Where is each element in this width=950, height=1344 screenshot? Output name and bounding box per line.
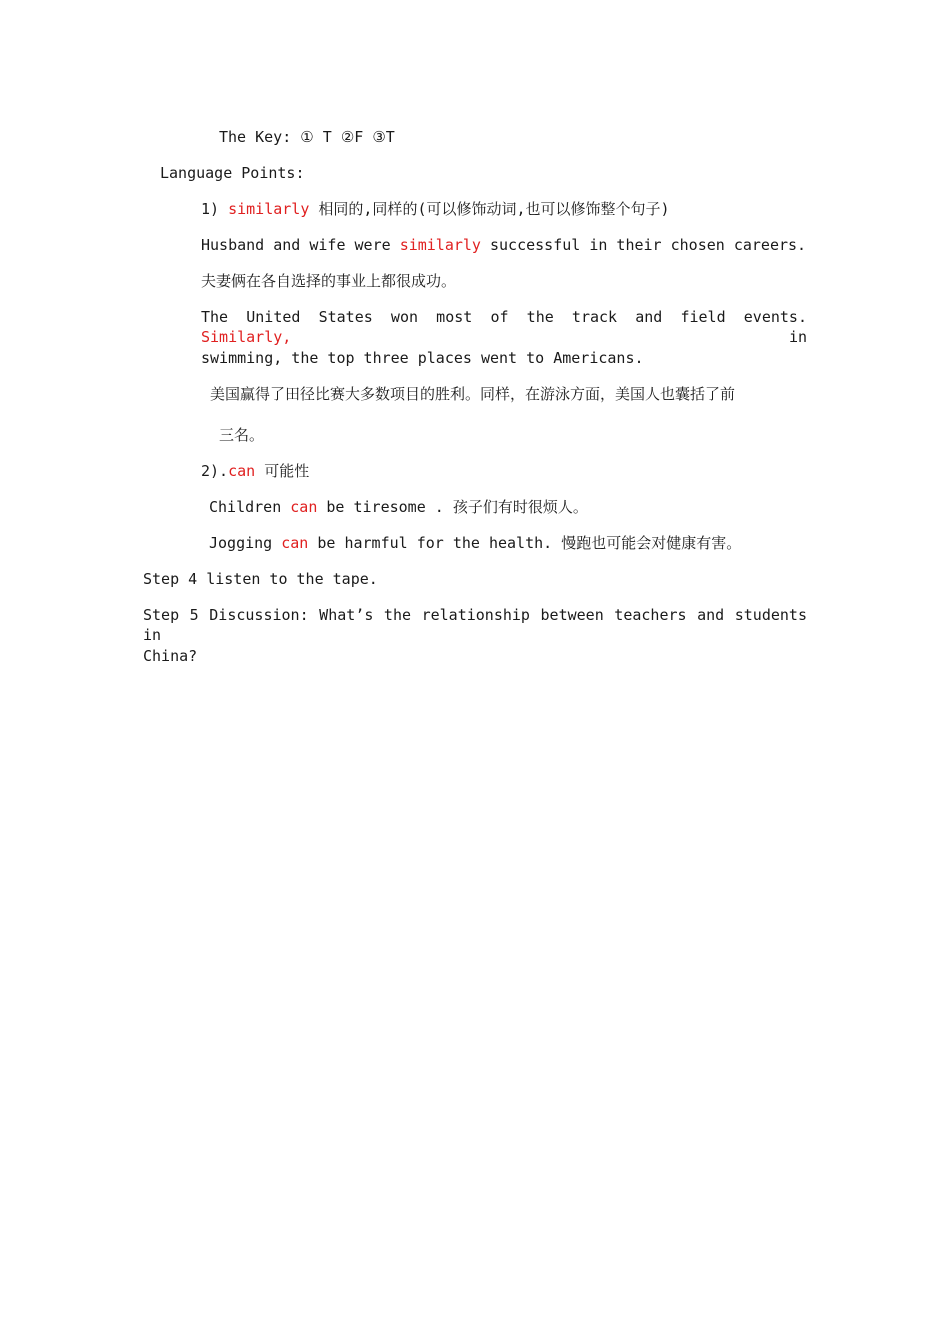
highlighted-word: Similarly, xyxy=(201,328,292,346)
example-text: in xyxy=(788,328,807,346)
point-2-header xyxy=(201,461,309,481)
point-1-number: 1) xyxy=(201,200,220,218)
point-2-example-1 xyxy=(209,497,588,517)
highlighted-word: similarly xyxy=(399,236,481,254)
example-translation: 慢跑也可能会对健康有害。 xyxy=(561,534,742,552)
point-2-number: 2). xyxy=(201,462,229,480)
example-text: Children xyxy=(209,498,282,516)
point-1-example-1-translation: 夫妻俩在各自选择的事业上都很成功。 xyxy=(201,272,457,290)
step-5-line-1: Step 5 Discussion: What’s the relationship between teachers and students in xyxy=(143,606,807,644)
point-1-word: similarly xyxy=(228,200,310,218)
answer-key-values: ① T ②F ③T xyxy=(300,128,395,146)
language-points-heading: Language Points: xyxy=(160,164,305,182)
example-text: be tiresome . xyxy=(326,498,444,516)
answer-key-label: The Key: xyxy=(219,128,292,146)
step-4: Step 4 listen to the tape. xyxy=(143,570,378,588)
example-text: successful in their chosen careers. xyxy=(490,236,807,254)
point-1-example-1 xyxy=(201,235,806,255)
point-2-definition: 可能性 xyxy=(264,462,310,480)
point-1-header xyxy=(201,199,670,219)
point-1-example-2-translation-line-1: 美国赢得了田径比赛大多数项目的胜利。同样，在游泳方面，美国人也囊括了前 xyxy=(210,385,736,403)
point-2-example-2 xyxy=(209,533,741,553)
point-1-definition: 相同的,同样的(可以修饰动词,也可以修饰整个句子) xyxy=(318,200,670,218)
highlighted-word: can xyxy=(281,534,309,552)
example-text: be harmful for the health. xyxy=(317,534,553,552)
example-text: Husband and wife were xyxy=(201,236,391,254)
point-2-word: can xyxy=(228,462,256,480)
example-translation: 孩子们有时很烦人。 xyxy=(452,498,588,516)
example-text: Jogging xyxy=(209,534,273,552)
point-1-example-2-line-2: swimming, the top three places went to Americans. xyxy=(201,349,644,367)
point-1-example-2-line-1 xyxy=(201,307,807,347)
answer-key-line xyxy=(219,127,395,147)
example-text: The United States won most of the track and field events. xyxy=(201,308,807,326)
highlighted-word: can xyxy=(290,498,318,516)
step-5-line-2: China? xyxy=(143,647,198,665)
point-1-example-2-translation-line-2: 三名。 xyxy=(219,426,265,444)
